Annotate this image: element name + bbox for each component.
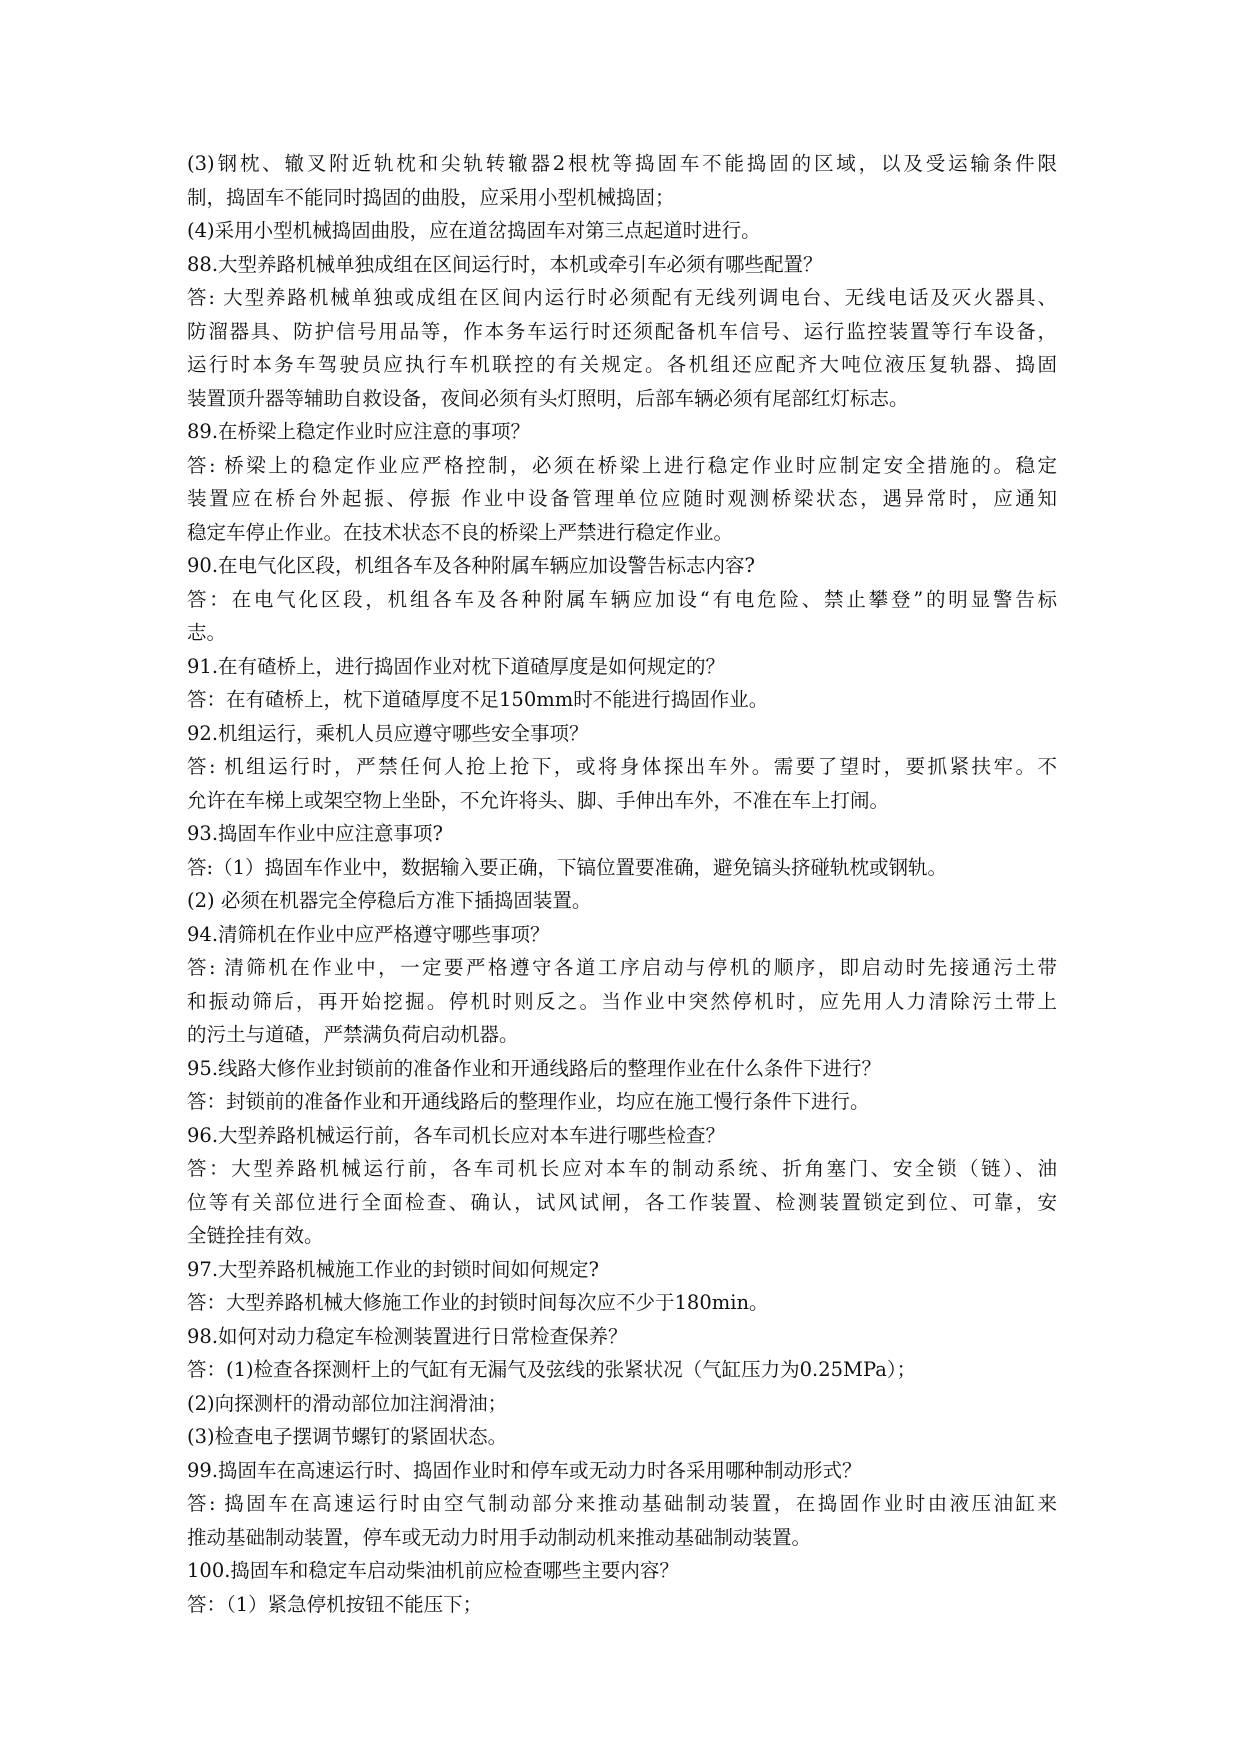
text-line: 的污土与道碴，严禁满负荷启动机器。 [187,1023,519,1046]
text-line: 装置顶升器等辅助自救设备，夜间必须有头灯照明，后部车辆必须有尾部红灯标志。 [187,386,909,410]
text-line: 允许在车梯上或架空物上坐卧，不允许将头、脚、手伸出车外，不准在车上打闹。 [187,788,890,812]
text-line: 答: 桥梁上的稳定作业应严格控制，必须在桥梁上进行稳定作业时应制定安全措施的。稳定 [187,453,1057,477]
text-line: 89.在桥梁上稳定作业时应注意的事项？ [187,420,531,443]
text-line: 防溜器具、防护信号用品等，作本务车运行时还须配备机车信号、运行监控装置等行车设备， [187,319,1057,343]
text-line: 90.在电气化区段，机组各车及各种附属车辆应加设警告标志内容? [187,554,755,577]
text-line: 91.在有碴桥上，进行捣固作业对枕下道碴厚度是如何规定的？ [187,654,726,678]
text-line: 答：在有碴桥上，枕下道碴厚度不足150mm时不能进行捣固作业。 [187,688,769,711]
text-line: 94.清筛机在作业中应严格遵守哪些事项？ [187,922,550,946]
text-line: 答：在电气化区段，机组各车及各种附属车辆应加设“有电危险、禁止攀登”的明显警告标 [187,587,1057,611]
text-line: 98.如何对动力稳定车检测装置进行日常检查保养？ [187,1324,628,1348]
text-line: 答: 清筛机在作业中，一定要严格遵守各道工序启动与停机的顺序，即启动时先接通污土带 [187,956,1057,979]
text-line: 答：（1）紧急停机按钮不能压下； [187,1592,483,1616]
text-line: 答: 大型养路机械单独或成组在区间内运行时必须配有无线列调电台、无线电话及灭火器具、 [187,286,1057,309]
text-line: 志。 [187,621,227,644]
text-line: 100.捣固车和稳定车启动柴油机前应检查哪些主要内容？ [187,1559,679,1582]
text-line: 答: 捣固车在高速运行时由空气制动部分来推动基础制动装置，在捣固作业时由液压油缸来 [187,1492,1057,1515]
text-line: 全链拴挂有效。 [187,1224,324,1247]
text-line: 答：大型养路机械运行前，各车司机长应对本车的制动系统、折角塞门、安全锁（链）、油 [187,1157,1057,1180]
text-line: (3)钢枕、辙叉附近轨枕和尖轨转辙器2根枕等捣固车不能捣固的区域，以及受运输条件限 [187,152,1057,175]
text-line: (3)检查电子摆调节螺钉的紧固状态。 [187,1425,508,1448]
text-line: (2) 必须在机器完全停稳后方准下插捣固装置。 [187,889,592,912]
text-line: 答：大型养路机械大修施工作业的封锁时间每次应不少于180min。 [187,1291,769,1314]
text-line: 推动基础制动装置，停车或无动力时用手动制动机来推动基础制动装置。 [187,1525,812,1549]
text-line: 装置应在桥台外起振、停振 作业中设备管理单位应随时观测桥梁状态，遇异常时，应通知 [187,487,1057,510]
text-line: 88.大型养路机械单独成组在区间运行时，本机或牵引车必须有哪些配置？ [187,252,823,276]
text-line: 93.捣固车作业中应注意事项? [187,822,443,845]
text-line: 答:（1）捣固车作业中，数据输入要正确，下镐位置要准确，避免镐头挤碰轨枕或钢轨。 [187,855,947,879]
text-line: 99.捣固车在高速运行时、捣固作业时和停车或无动力时各采用哪种制动形式？ [187,1458,862,1482]
text-line: 96.大型养路机械运行前，各车司机长应对本车进行哪些检查？ [187,1123,726,1147]
text-line: 运行时本务车驾驶员应执行车机联控的有关规定。各机组还应配齐大吨位液压复轨器、捣固 [187,353,1057,376]
text-line: 稳定车停止作业。在技术状态不良的桥梁上严禁进行稳定作业。 [187,520,734,544]
text-line: (2)向探测杆的滑动部位加注润滑油； [187,1391,508,1415]
text-line: 位等有关部位进行全面检查、确认，试风试闸，各工作装置、检测装置锁定到位、可靠，安 [187,1190,1057,1214]
document-body [187,147,1057,1621]
text-line: 和振动筛后，再开始挖掘。停机时则反之。当作业中突然停机时，应先用人力清除污土带上 [187,989,1057,1013]
text-line: 制，捣固车不能同时捣固的曲股，应采用小型机械捣固； [187,185,675,209]
text-line: (4)采用小型机械捣固曲股，应在道岔捣固车对第三点起道时进行。 [187,219,761,242]
text-line: 答: 机组运行时，严禁任何人抢上抢下，或将身体探出车外。需要了望时，要抓紧扶牢。不 [187,755,1057,778]
text-line: 97.大型养路机械施工作业的封锁时间如何规定? [187,1257,599,1281]
text-line: 答：(1)检查各探测杆上的气缸有无漏气及弦线的张紧状况（气缸压力为0.25MPa）； [187,1358,917,1381]
text-line: 答：封锁前的准备作业和开通线路后的整理作业，均应在施工慢行条件下进行。 [187,1090,870,1113]
text-line: 95.线路大修作业封锁前的准备作业和开通线路后的整理作业在什么条件下进行？ [187,1056,882,1080]
text-line: 92.机组运行，乘机人员应遵守哪些安全事项？ [187,721,589,745]
